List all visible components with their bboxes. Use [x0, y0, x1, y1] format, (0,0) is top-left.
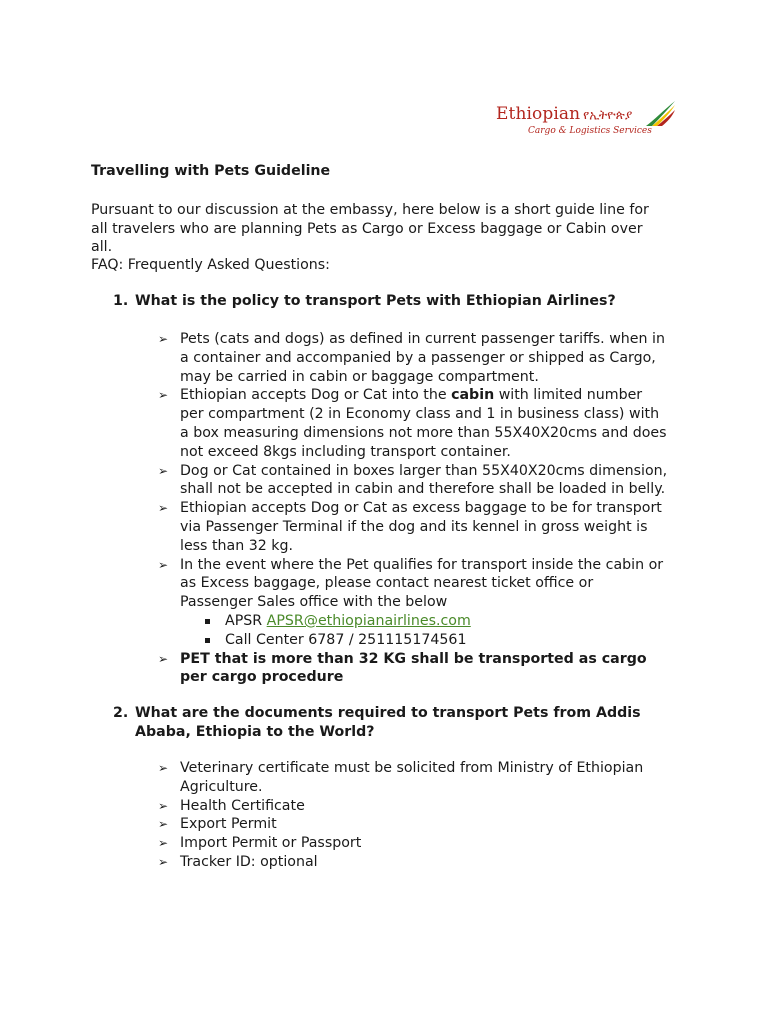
arrow-bullet-icon: ➢: [158, 817, 169, 832]
intro-paragraph: Pursuant to our discussion at the embassy, here below is a short guide line for all travelers who are planning Pets as Cargo or Excess baggage or Cabin over all.: [91, 202, 649, 255]
square-bullet-icon: [205, 638, 210, 643]
q2-answer-list: [158, 759, 670, 872]
arrow-bullet-icon: ➢: [158, 388, 169, 403]
question-number: 1.: [113, 293, 129, 309]
list-item: ➢ Export Permit: [158, 816, 277, 833]
question-1: [113, 292, 616, 311]
arrow-bullet-icon: ➢: [158, 798, 169, 813]
arrow-bullet-icon: ➢: [158, 463, 169, 478]
arrow-bullet-icon: ➢: [158, 332, 169, 346]
apsr-email-link[interactable]: APSR@ethiopianairlines.com: [266, 612, 471, 629]
logo-wing-icon: [644, 100, 676, 128]
list-item: ➢ Dog or Cat contained in boxes larger than 55X40X20cms dimension, shall not be accepted in cabin and therefore shall be loaded in belly.: [158, 462, 668, 498]
question-2: [113, 704, 653, 742]
list-item: ➢ Pets (cats and dogs) as defined in current passenger tariffs. when in a container and accompanied by a passenger or shipped as Cargo, may be carried in cabin or baggage compartment.: [158, 331, 665, 385]
arrow-bullet-icon: ➢: [158, 557, 169, 572]
contact-list: [180, 612, 670, 650]
arrow-bullet-icon: ➢: [158, 836, 169, 851]
q1-answer-list: [158, 330, 670, 687]
arrow-bullet-icon: ➢: [158, 501, 169, 516]
question-text: What is the policy to transport Pets with Ethiopian Airlines?: [135, 293, 616, 309]
ethiopian-cargo-logo: [494, 100, 684, 144]
page-title: Travelling with Pets Guideline: [91, 163, 331, 179]
question-number: 2.: [113, 705, 129, 721]
list-item: ➢ Health Certificate: [158, 797, 305, 814]
list-item: ➢ Tracker ID: optional: [158, 853, 318, 870]
list-item: ➢ Ethiopian accepts Dog or Cat into the cabin with limited number per compartment (2 in Economy class and 1 in business class) with a box measuring dimensions not more than 55X40X20cms and does not exceed 8kgs including transport container.: [158, 387, 667, 460]
question-text: What are the documents required to transport Pets from Addis Ababa, Ethiopia to the World?: [135, 705, 641, 740]
list-item: ➢ Import Permit or Passport: [158, 835, 362, 852]
contact-item-apsr: APSR APSR@ethiopianairlines.com: [203, 612, 670, 631]
list-item: ➢ PET that is more than 32 KG shall be transported as cargo per cargo procedure: [158, 650, 647, 686]
arrow-bullet-icon: ➢: [158, 854, 169, 869]
logo-wordmark: Ethiopian የኢትዮጵያ: [496, 104, 633, 124]
logo-tagline: Cargo & Logistics Services: [528, 126, 652, 136]
contact-item-call-center: Call Center 6787 / 251115174561: [203, 631, 670, 650]
faq-heading: FAQ: Frequently Asked Questions:: [91, 257, 330, 273]
list-item: ➢ Veterinary certificate must be solicited from Ministry of Ethiopian Agriculture.: [158, 760, 644, 795]
arrow-bullet-icon: ➢: [158, 651, 169, 666]
arrow-bullet-icon: ➢: [158, 761, 169, 775]
square-bullet-icon: [205, 619, 210, 624]
list-item: ➢ Ethiopian accepts Dog or Cat as excess baggage to be for transport via Passenger Terminal if the dog and its kennel in gross weight is less than 32 kg.: [158, 500, 662, 554]
list-item: ➢ In the event where the Pet qualifies for transport inside the cabin or as Excess baggage, please contact nearest ticket office or Passenger Sales office with the below APSR APSR@ethiopianairlines.com Call Center 6787 / 251115174561: [158, 556, 670, 650]
